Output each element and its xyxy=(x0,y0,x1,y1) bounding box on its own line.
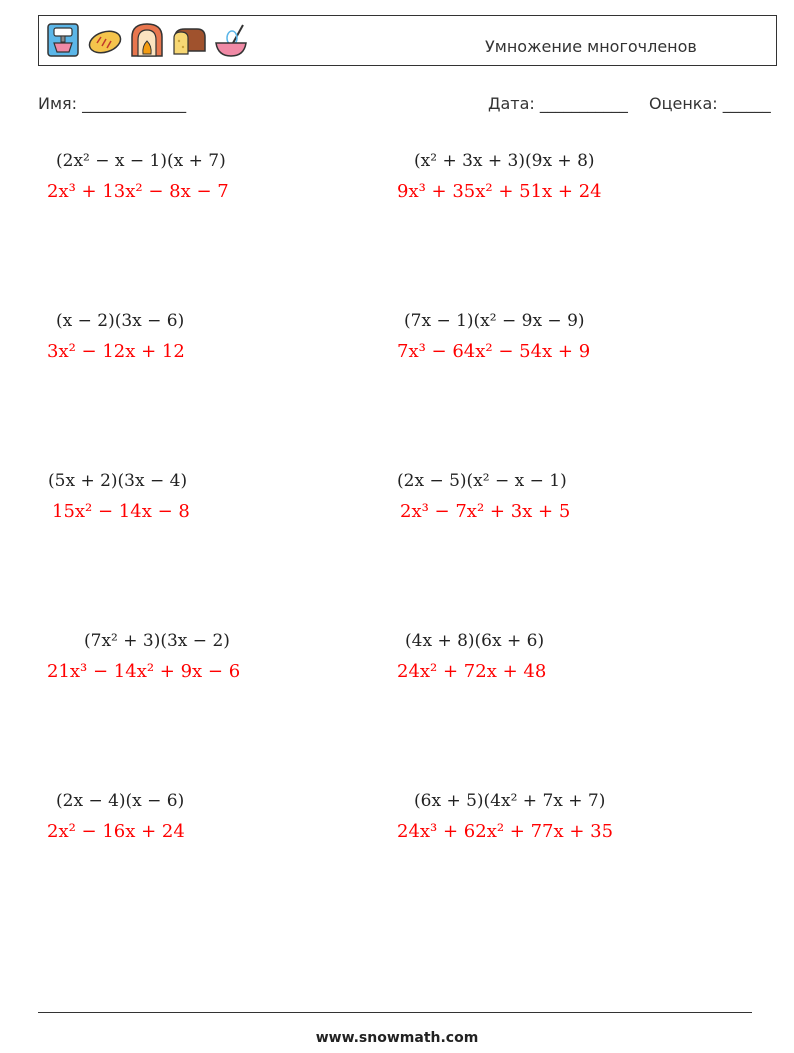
problem-4-question: (7x − 1)(x² − 9x − 9) xyxy=(404,311,585,331)
problem-2-question: (x² + 3x + 3)(9x + 8) xyxy=(414,151,595,171)
date-field: Дата: ___________ xyxy=(488,94,628,113)
bread-loaf-icon xyxy=(171,21,207,59)
problem-6-question: (2x − 5)(x² − x − 1) xyxy=(397,471,567,491)
problem-10-question: (6x + 5)(4x² + 7x + 7) xyxy=(414,791,606,811)
problem-7-question: (7x² + 3)(3x − 2) xyxy=(84,631,230,651)
problem-6-answer: 2x³ − 7x² + 3x + 5 xyxy=(400,501,571,522)
problem-5-answer: 15x² − 14x − 8 xyxy=(52,501,190,522)
problem-9-answer: 2x² − 16x + 24 xyxy=(47,821,185,842)
problem-4-answer: 7x³ − 64x² − 54x + 9 xyxy=(397,341,591,362)
problem-5-question: (5x + 2)(3x − 4) xyxy=(48,471,188,491)
problem-2-answer: 9x³ + 35x² + 51x + 24 xyxy=(397,181,602,202)
oven-icon xyxy=(129,21,165,59)
name-field: Имя: _____________ xyxy=(38,94,187,113)
footer-url: www.snowmath.com xyxy=(315,1030,479,1046)
problem-1-answer: 2x³ + 13x² − 8x − 7 xyxy=(47,181,229,202)
problem-10-answer: 24x³ + 62x² + 77x + 35 xyxy=(397,821,614,842)
worksheet-header xyxy=(38,15,777,66)
worksheet-title: Умножение многочленов xyxy=(485,37,697,56)
problem-3-answer: 3x² − 12x + 12 xyxy=(47,341,185,362)
problem-3-question: (x − 2)(3x − 6) xyxy=(56,311,185,331)
problem-7-answer: 21x³ − 14x² + 9x − 6 xyxy=(47,661,241,682)
problem-1-question: (2x² − x − 1)(x + 7) xyxy=(56,151,226,171)
mixing-bowl-icon xyxy=(213,21,249,59)
footer-divider xyxy=(38,1012,752,1013)
problem-8-question: (4x + 8)(6x + 6) xyxy=(405,631,545,651)
grade-field: Оценка: ______ xyxy=(649,94,771,113)
mixer-icon xyxy=(45,21,81,59)
bread-icon xyxy=(87,21,123,59)
problem-9-question: (2x − 4)(x − 6) xyxy=(56,791,185,811)
problem-8-answer: 24x² + 72x + 48 xyxy=(397,661,547,682)
header-icons xyxy=(45,21,249,59)
